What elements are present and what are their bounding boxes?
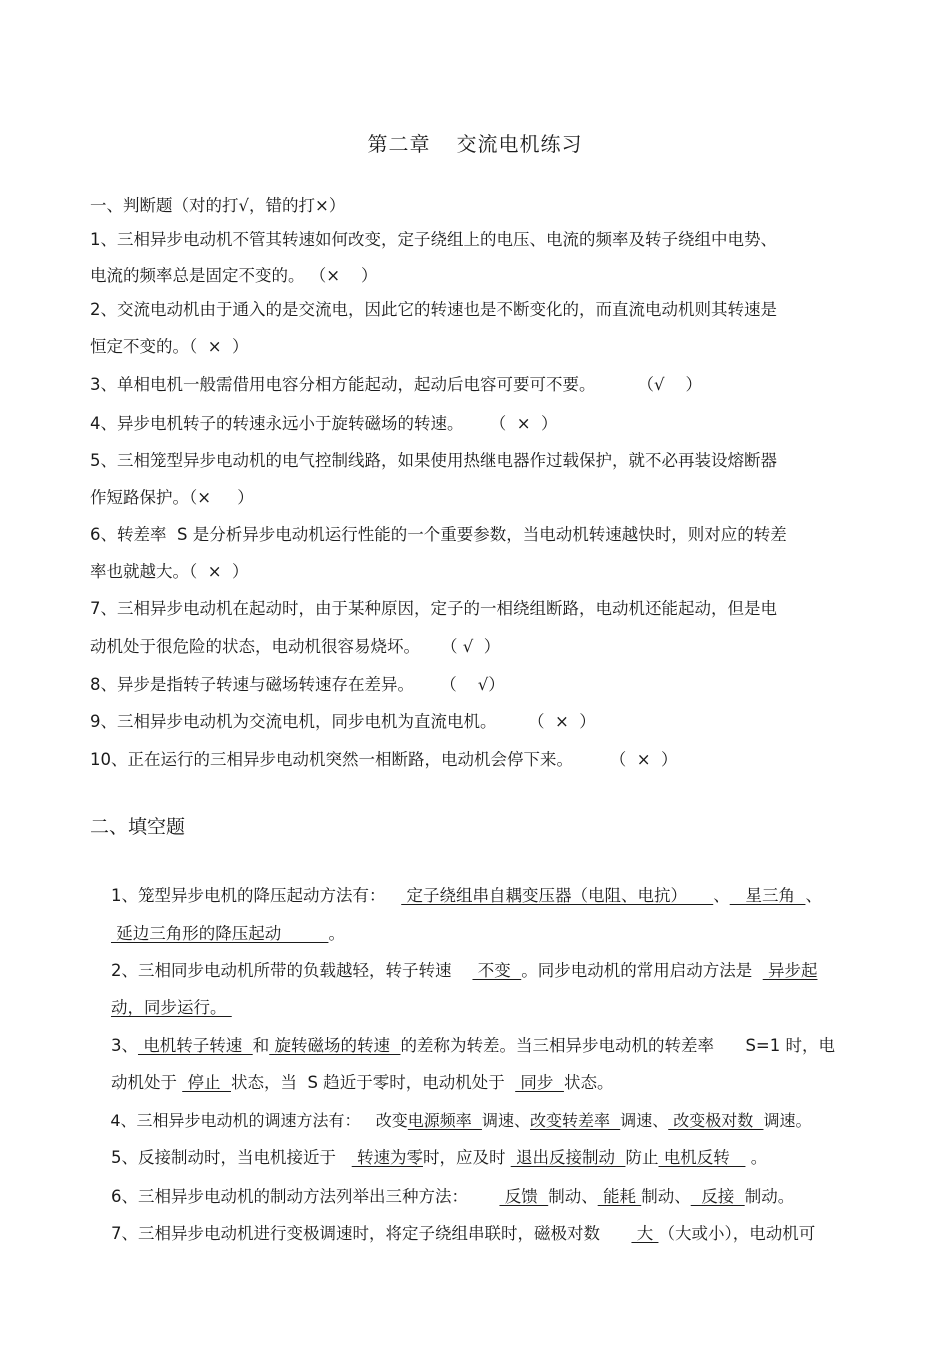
q2-answer-2: 异步起 (762, 961, 818, 980)
tf-line-5: 3、单相电机一般需借用电容分相方能起动，起动后电容可要可不要。 （√ ） (90, 375, 702, 394)
q4-answer-2: 改变转差率 (530, 1111, 621, 1130)
section-1-heading: 一、判断题（对的打√，错的打×） (90, 196, 346, 215)
tf-line-3: 2、交流电动机由于通入的是交流电，因此它的转速也是不断变化的，而直流电动机则其转速是 (90, 300, 777, 319)
q3-text: 的差称为转差。当三相异步电动机的转差率 S=1 时，电 (400, 1036, 835, 1055)
q3-answer-2: 旋转磁场的转速 (269, 1036, 401, 1055)
q4-text-3: 调速、 (620, 1111, 669, 1130)
tf-line-1: 1、三相异步电动机不管其转速如何改变，定子绕组上的电压、电流的频率及转子绕组中电势、 (90, 230, 777, 249)
section-2-heading: 二、填空题 (90, 816, 186, 838)
q4-answer-3: 改变极对数 (668, 1111, 764, 1130)
q7-answer-1: 大 (631, 1224, 659, 1243)
q4-text: 4、三相异步电动机的调速方法有： 改变 (110, 1111, 408, 1130)
fill-q7 (90, 1198, 815, 1270)
q6-answer-3: 反接 (690, 1187, 745, 1206)
chapter-number: 第二章 (367, 132, 431, 156)
q1-answer-1: 定子绕组串自耦变压器（电阻、电抗） (401, 886, 714, 905)
q5-answer-2: 退出反接制动 (510, 1148, 626, 1167)
tf-line-14: 9、三相异步电动机为交流电机，同步电机为直流电机。 （ × ） (90, 712, 596, 731)
q3-answer-4: 同步 (515, 1073, 564, 1092)
tf-line-13: 8、异步是指转子转速与磁场转速存在差异。 （ √） (90, 675, 505, 694)
q7-text-2: （大或小），电动机可 (658, 1224, 816, 1243)
q5-end: 。 (745, 1148, 768, 1167)
q5-text-2: 时，应及时 (422, 1148, 511, 1167)
tf-line-7: 5、三相笼型异步电动机的电气控制线路，如果使用热继电器作过载保护，就不必再装设熔断器 (90, 451, 777, 470)
chapter-name: 交流电机练习 (456, 132, 583, 156)
q2-text-2: 。同步电动机的常用启动方法是 (521, 961, 763, 980)
q6-text: 6、三相异步电动机的制动方法列举出三种方法： (110, 1187, 500, 1206)
q3-text-4: 状态。 (563, 1073, 614, 1092)
q2-answer-2-cont: 动，同步运行。 (110, 998, 232, 1017)
q5-answer-1: 转速为零 (351, 1148, 423, 1167)
q6-answer-1: 反馈 (499, 1187, 549, 1206)
q1-sep: 、 (713, 886, 730, 905)
q2-answer-1: 不变 (472, 961, 522, 980)
q4-text-2: 调速、 (481, 1111, 530, 1130)
q3-text-3: 状态，当 S 趋近于零时，电动机处于 (230, 1073, 516, 1092)
tf-line-2: 电流的频率总是固定不变的。 （× ） (90, 266, 378, 285)
q1-answer-2: 星三角 (729, 886, 806, 905)
q5-answer-3: 电机反转 (658, 1148, 746, 1167)
q2-text: 2、三相同步电动机所带的负载越轻，转子转速 (110, 961, 473, 980)
q1-text: 1、笼型异步电机的降压起动方法有： (110, 886, 402, 905)
q5-text-3: 防止 (625, 1148, 659, 1167)
q1-answer-3: 延边三角形的降压起动 (110, 924, 329, 943)
q4-text-4: 调速。 (763, 1111, 812, 1130)
q3-answer-3: 停止 (182, 1073, 231, 1092)
q6-text-4: 制动。 (744, 1187, 795, 1206)
tf-line-10: 率也就越大。（ × ） (90, 562, 249, 581)
q3-text-2: 动机处于 (110, 1073, 183, 1092)
tf-line-8: 作短路保护。（× ） (90, 488, 254, 507)
q3-and: 和 (252, 1036, 270, 1055)
q3-answer-1: 电机转子转速 (137, 1036, 253, 1055)
q6-text-3: 制动、 (641, 1187, 691, 1206)
q1-end: 。 (328, 924, 345, 943)
tf-line-4: 恒定不变的。（ × ） (90, 337, 249, 356)
q4-answer-1: 电源频率 (407, 1111, 482, 1130)
q1-sep-2: 、 (805, 886, 822, 905)
tf-line-12: 动机处于很危险的状态，电动机很容易烧坏。 （ √ ） (90, 637, 501, 656)
q6-text-2: 制动、 (548, 1187, 598, 1206)
page-title (0, 128, 950, 157)
tf-line-9: 6、转差率 S 是分析异步电动机运行性能的一个重要参数，当电动机转速越快时，则对应的转差 (90, 525, 787, 544)
q6-answer-2: 能耗 (597, 1187, 642, 1206)
q7-text: 7、三相异步电动机进行变极调速时，将定子绕组串联时，磁极对数 (110, 1224, 632, 1243)
tf-line-6: 4、异步电机转子的转速永远小于旋转磁场的转速。 （ × ） (90, 414, 558, 433)
tf-line-11: 7、三相异步电动机在起动时，由于某种原因，定子的一相绕组断路，电动机还能起动，但是电 (90, 599, 777, 618)
q5-text: 5、反接制动时，当电机接近于 (110, 1148, 352, 1167)
q3-num: 3、 (110, 1036, 138, 1055)
tf-line-15: 10、正在运行的三相异步电动机突然一相断路，电动机会停下来。 （ × ） (90, 750, 678, 769)
